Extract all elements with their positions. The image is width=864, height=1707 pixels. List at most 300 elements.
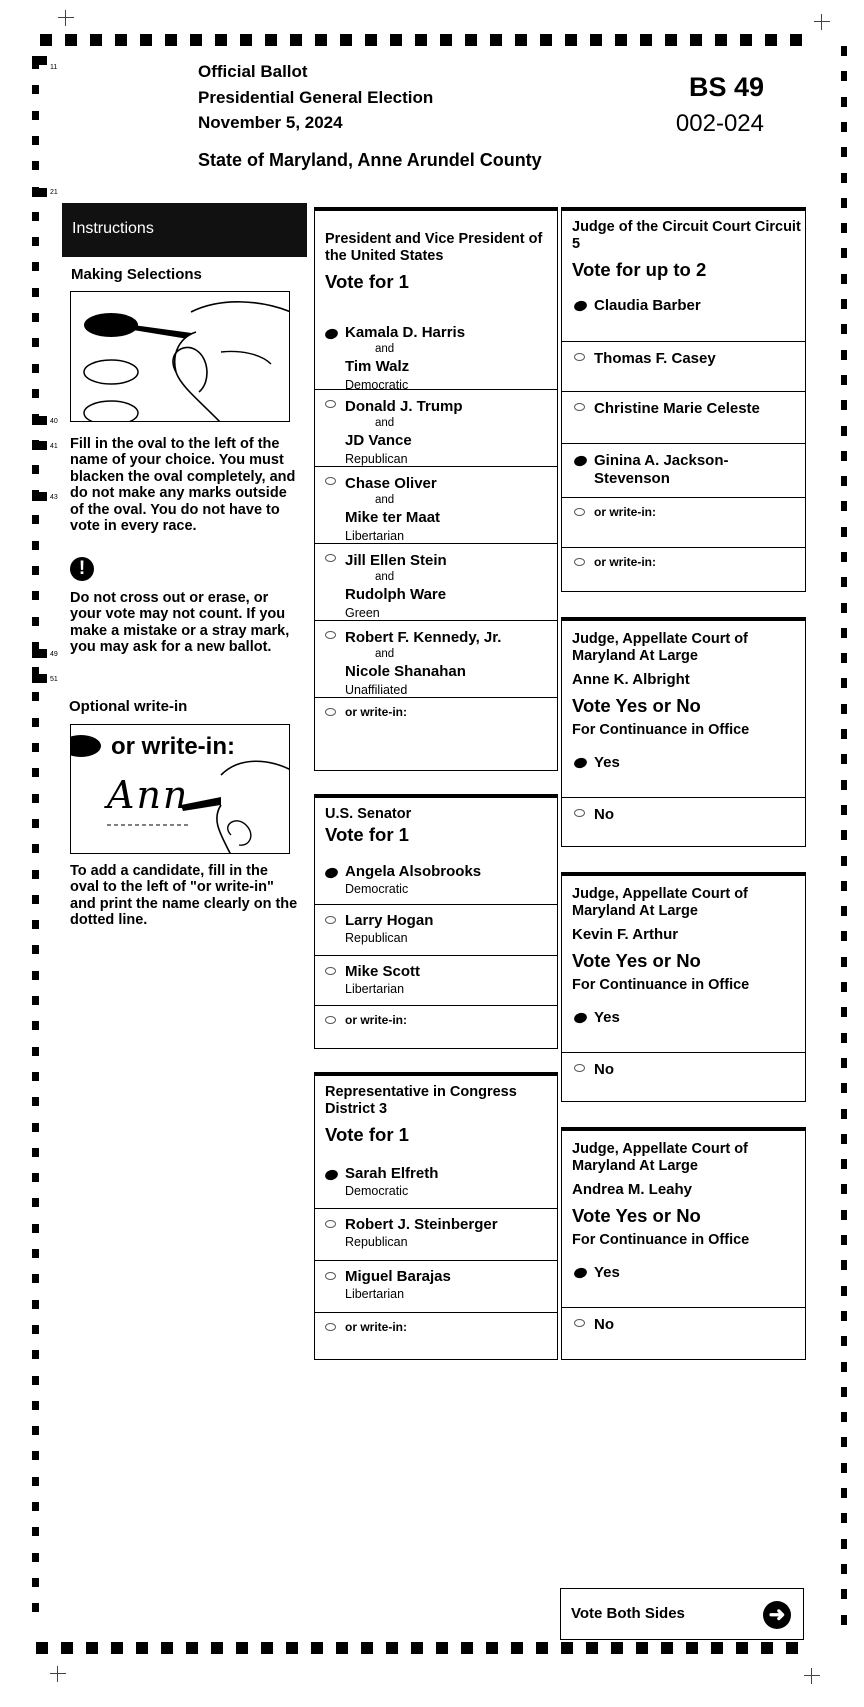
ballot-oval[interactable] (324, 866, 339, 880)
timing-mark (841, 274, 847, 284)
timing-mark (32, 212, 39, 221)
election-name: Presidential General Election (198, 88, 434, 107)
warning-instructions: Do not cross out or erase, or your vote may not count. If you make a mistake or a stray mark, you may ask for a new ballot. (70, 590, 290, 656)
timing-mark (640, 34, 652, 46)
timing-mark (841, 1589, 847, 1599)
running-mate-name: JD Vance (345, 432, 412, 449)
timing-mark (365, 34, 377, 46)
candidate-name: Angela Alsobrooks (345, 863, 482, 880)
timing-mark (32, 1097, 39, 1106)
judge-name: Anne K. Albright (572, 671, 690, 688)
timing-mark (711, 1642, 723, 1654)
timing-mark (361, 1642, 373, 1654)
writein-sample-handwriting: Ann (107, 773, 190, 817)
timing-mark-number: 51 (50, 676, 58, 683)
timing-mark (686, 1642, 698, 1654)
option-no[interactable] (562, 1052, 805, 1102)
yes-label: Yes (594, 754, 620, 771)
candidate-name: Miguel Barajas (345, 1268, 451, 1285)
timing-mark (32, 416, 47, 425)
timing-mark (161, 1642, 173, 1654)
option-elfreth[interactable] (315, 1158, 557, 1210)
option-celeste[interactable] (562, 391, 805, 443)
timing-mark (32, 1350, 39, 1359)
contest-title: Judge, Appellate Court of Maryland At Large (572, 631, 748, 664)
contest-title: U.S. Senator (325, 806, 412, 822)
ballot-oval[interactable] (574, 353, 585, 361)
timing-mark (32, 1274, 39, 1283)
timing-mark-number: 11 (50, 64, 58, 71)
making-selections-heading: Making Selections (71, 266, 202, 283)
writein-label: or write-in: (345, 1320, 407, 1334)
continuance-label: For Continuance in Office (572, 977, 750, 993)
timing-mark (841, 324, 847, 334)
timing-mark (615, 34, 627, 46)
timing-mark (841, 931, 847, 941)
party-label: Libertarian (345, 529, 405, 543)
ballot-oval[interactable] (325, 554, 336, 562)
timing-mark (841, 1488, 847, 1498)
writein-sample-label: or write-in: (111, 733, 235, 760)
contest-circuit-court (561, 207, 806, 592)
timing-mark (186, 1642, 198, 1654)
timing-mark (32, 692, 39, 701)
ballot-oval[interactable] (325, 1220, 336, 1228)
timing-mark (690, 34, 702, 46)
timing-mark (265, 34, 277, 46)
timing-mark (841, 1109, 847, 1119)
timing-mark (841, 426, 847, 436)
timing-mark (841, 1083, 847, 1093)
ballot-oval[interactable] (573, 1266, 588, 1280)
vote-for-label: Vote for 1 (325, 1124, 409, 1145)
timing-mark (841, 1007, 847, 1017)
timing-mark (761, 1642, 773, 1654)
timing-mark (486, 1642, 498, 1654)
timing-mark (841, 1437, 847, 1447)
option-steinberger[interactable] (315, 1208, 557, 1260)
vote-for-label: Vote for 1 (325, 824, 409, 845)
party-label: Libertarian (345, 982, 405, 996)
timing-mark (841, 1539, 847, 1549)
timing-mark (211, 1642, 223, 1654)
timing-mark (32, 920, 39, 929)
timing-mark (32, 945, 39, 954)
timing-mark (841, 830, 847, 840)
timing-mark (32, 288, 39, 297)
option-yes[interactable] (562, 1256, 805, 1308)
timing-mark (841, 906, 847, 916)
candidate-name: Robert F. Kennedy, Jr. (345, 629, 502, 646)
option-scott[interactable] (315, 955, 557, 1007)
party-label: Democratic (345, 882, 409, 896)
option-writein-1[interactable] (562, 497, 805, 547)
contest-us-senator (314, 794, 558, 1049)
contest-title: Judge, Appellate Court of Maryland At Large (572, 886, 748, 919)
timing-mark (611, 1642, 623, 1654)
timing-mark (340, 34, 352, 46)
registration-crosshair-icon (804, 1668, 820, 1684)
ballot-oval[interactable] (325, 477, 336, 485)
timing-mark (32, 1148, 39, 1157)
timing-mark (415, 34, 427, 46)
vote-both-sides-label: Vote Both Sides (571, 1605, 685, 1622)
ballot-oval[interactable] (574, 403, 585, 411)
timing-mark (32, 996, 39, 1005)
timing-mark-number: 21 (50, 189, 58, 196)
contest-appellate-leahy (561, 1127, 806, 1360)
option-casey[interactable] (562, 341, 805, 393)
candidate-name: Donald J. Trump (345, 398, 463, 415)
ballot-oval[interactable] (324, 1168, 339, 1182)
ballot-oval[interactable] (573, 1011, 588, 1025)
yes-label: Yes (594, 1009, 620, 1026)
timing-mark (290, 34, 302, 46)
timing-mark-number: 49 (50, 651, 58, 658)
and-label: and (375, 494, 395, 506)
timing-mark (841, 856, 847, 866)
candidate-name: Claudia Barber (594, 297, 701, 314)
timing-mark (841, 375, 847, 385)
ballot-oval[interactable] (573, 756, 588, 770)
timing-mark (32, 1224, 39, 1233)
timing-mark (32, 136, 39, 145)
option-alsobrooks[interactable] (315, 856, 557, 906)
party-label: Republican (345, 931, 408, 945)
candidate-name: Mike Scott (345, 963, 421, 980)
timing-mark (841, 881, 847, 891)
timing-mark (586, 1642, 598, 1654)
timing-mark (311, 1642, 323, 1654)
timing-mark (236, 1642, 248, 1654)
timing-mark-number: 41 (50, 443, 58, 450)
option-writein[interactable] (315, 1005, 557, 1049)
timing-mark (32, 1603, 39, 1612)
timing-mark (32, 541, 39, 550)
candidate-name: Christine Marie Celeste (594, 400, 760, 417)
timing-mark (841, 1311, 847, 1321)
timing-mark (32, 492, 47, 501)
party-label: Unaffiliated (345, 683, 408, 697)
timing-mark (661, 1642, 673, 1654)
timing-mark (411, 1642, 423, 1654)
ballot-oval[interactable] (325, 1323, 336, 1331)
timing-mark (32, 1249, 39, 1258)
option-writein[interactable] (315, 697, 557, 771)
contest-title: Judge of the Circuit Court Circuit 5 (572, 219, 801, 252)
timing-mark (32, 870, 39, 879)
timing-mark (841, 729, 847, 739)
contest-president (314, 207, 558, 771)
ballot-oval[interactable] (325, 1272, 336, 1280)
timing-mark (841, 805, 847, 815)
timing-mark (515, 34, 527, 46)
timing-mark (841, 527, 847, 537)
registration-crosshair-icon (50, 1666, 66, 1682)
option-barber[interactable] (562, 289, 805, 341)
judge-name: Andrea M. Leahy (572, 1181, 693, 1198)
timing-mark (32, 566, 39, 575)
timing-mark (841, 299, 847, 309)
ballot-oval[interactable] (574, 558, 585, 566)
writein-label: or write-in: (594, 555, 656, 569)
option-trump-vance[interactable] (315, 389, 557, 467)
party-label: Libertarian (345, 1287, 405, 1301)
timing-mark (841, 1286, 847, 1296)
timing-mark (841, 198, 847, 208)
timing-mark (465, 34, 477, 46)
running-mate-name: Nicole Shanahan (345, 663, 466, 680)
ballot-oval[interactable] (325, 916, 336, 924)
timing-mark (32, 56, 47, 65)
timing-mark (32, 313, 39, 322)
timing-mark (32, 338, 39, 347)
timing-mark (32, 971, 39, 980)
ballot-oval[interactable] (574, 508, 585, 516)
warning-icon: ! (70, 557, 94, 581)
timing-mark (32, 1325, 39, 1334)
writein-label: or write-in: (345, 705, 407, 719)
party-label: Green (345, 606, 380, 620)
timing-mark (32, 1553, 39, 1562)
timing-mark (32, 85, 39, 94)
timing-mark (32, 237, 39, 246)
option-harris-walz[interactable] (315, 316, 557, 396)
timing-mark (32, 743, 39, 752)
timing-mark-number: 43 (50, 494, 58, 501)
timing-mark (841, 577, 847, 587)
vote-for-label: Vote for up to 2 (572, 259, 707, 280)
fill-instructions: Fill in the oval to the left of the name of your choice. You must blacken the oval completely, and do not make any marks outside of the oval. You do not have to vote in every race. (70, 436, 296, 535)
timing-mark (436, 1642, 448, 1654)
option-kennedy-shanahan[interactable] (315, 620, 557, 697)
timing-mark (111, 1642, 123, 1654)
ballot-oval[interactable] (574, 1319, 585, 1327)
timing-mark (32, 1401, 39, 1410)
timing-mark (32, 111, 39, 120)
fill-oval-illustration (70, 291, 290, 422)
timing-mark (315, 34, 327, 46)
timing-mark (636, 1642, 648, 1654)
timing-mark (841, 147, 847, 157)
optional-writein-heading: Optional write-in (69, 698, 188, 715)
timing-mark (440, 34, 452, 46)
jurisdiction: State of Maryland, Anne Arundel County (198, 150, 542, 170)
ballot-oval[interactable] (573, 454, 588, 468)
vote-both-sides-box (560, 1588, 804, 1640)
timing-mark (841, 501, 847, 511)
timing-mark (536, 1642, 548, 1654)
party-label: Democratic (345, 1184, 409, 1198)
timing-mark (841, 982, 847, 992)
timing-mark (32, 591, 39, 600)
option-yes[interactable] (562, 1001, 805, 1053)
option-writein-2[interactable] (562, 547, 805, 592)
timing-mark (215, 34, 227, 46)
and-label: and (375, 571, 395, 583)
timing-mark (790, 34, 802, 46)
party-label: Democratic (345, 378, 409, 392)
timing-mark (32, 768, 39, 777)
option-yes[interactable] (562, 746, 805, 798)
timing-mark (736, 1642, 748, 1654)
timing-mark (336, 1642, 348, 1654)
timing-mark (32, 364, 39, 373)
timing-mark (786, 1642, 798, 1654)
timing-mark (841, 451, 847, 461)
timing-mark (136, 1642, 148, 1654)
timing-mark (32, 1021, 39, 1030)
timing-mark-number: 40 (50, 418, 58, 425)
timing-mark (841, 1336, 847, 1346)
timing-mark (511, 1642, 523, 1654)
timing-mark (841, 71, 847, 81)
timing-mark (740, 34, 752, 46)
ballot-oval[interactable] (325, 400, 336, 408)
timing-mark (841, 1260, 847, 1270)
timing-mark (665, 34, 677, 46)
timing-mark (841, 1159, 847, 1169)
timing-mark (32, 161, 39, 170)
timing-mark (32, 1376, 39, 1385)
option-no[interactable] (562, 797, 805, 847)
candidate-name: Robert J. Steinberger (345, 1216, 498, 1233)
ballot-oval[interactable] (325, 631, 336, 639)
timing-mark (841, 1235, 847, 1245)
timing-mark (841, 1058, 847, 1068)
timing-mark (841, 653, 847, 663)
timing-mark (32, 718, 39, 727)
contest-congress (314, 1072, 558, 1360)
option-oliver-ter-maat[interactable] (315, 466, 557, 544)
timing-mark (32, 794, 39, 803)
timing-mark (32, 1451, 39, 1460)
timing-mark (841, 678, 847, 688)
arrow-right-circle-icon: ➜ (763, 1601, 791, 1629)
ballot-style-code: BS 49 (688, 72, 764, 102)
timing-mark (40, 34, 52, 46)
candidate-name: Kamala D. Harris (345, 324, 466, 341)
yes-label: Yes (594, 1264, 620, 1281)
and-label: and (375, 343, 395, 355)
timing-mark (36, 1642, 48, 1654)
ballot-oval[interactable] (325, 1016, 336, 1024)
timing-mark (190, 34, 202, 46)
option-jackson-stevenson[interactable] (562, 443, 805, 499)
timing-mark (32, 895, 39, 904)
instructions-header: Instructions (62, 203, 307, 257)
timing-mark (390, 34, 402, 46)
contest-title: President and Vice President of the United States (325, 231, 543, 264)
timing-mark (32, 819, 39, 828)
timing-mark (32, 1477, 39, 1486)
timing-mark (115, 34, 127, 46)
timing-mark (140, 34, 152, 46)
writein-label: or write-in: (345, 1013, 407, 1027)
timing-mark (32, 465, 39, 474)
contest-appellate-albright (561, 617, 806, 847)
timing-mark (386, 1642, 398, 1654)
ballot-oval[interactable] (324, 327, 339, 341)
timing-mark (240, 34, 252, 46)
timing-mark (561, 1642, 573, 1654)
registration-crosshair-icon (58, 10, 74, 26)
timing-mark (32, 674, 47, 683)
option-barajas[interactable] (315, 1260, 557, 1312)
no-label: No (594, 1316, 614, 1333)
ballot-title: Official Ballot (198, 62, 308, 81)
timing-mark (841, 476, 847, 486)
running-mate-name: Tim Walz (345, 358, 410, 375)
timing-mark (841, 1134, 847, 1144)
timing-mark (490, 34, 502, 46)
timing-mark (32, 1173, 39, 1182)
timing-mark (841, 628, 847, 638)
timing-mark (32, 515, 39, 524)
option-writein[interactable] (315, 1312, 557, 1360)
timing-mark (61, 1642, 73, 1654)
timing-mark (841, 1362, 847, 1372)
timing-mark (32, 1198, 39, 1207)
timing-mark (841, 552, 847, 562)
timing-mark (32, 844, 39, 853)
precinct-code: 002-024 (675, 110, 764, 137)
timing-mark (841, 173, 847, 183)
election-date: November 5, 2024 (198, 113, 343, 132)
ballot-oval[interactable] (325, 708, 336, 716)
vote-for-label: Vote for 1 (325, 271, 409, 292)
writein-instructions: To add a candidate, fill in the oval to the left of "or write-in" and print the name clearly on the dotted line. (70, 863, 298, 929)
timing-mark (841, 350, 847, 360)
vote-line: Vote Yes or No (572, 695, 701, 716)
contest-title: Judge, Appellate Court of Maryland At Large (572, 1141, 748, 1174)
timing-mark (32, 1527, 39, 1536)
candidate-name: Sarah Elfreth (345, 1165, 439, 1182)
no-label: No (594, 1061, 614, 1078)
timing-mark (32, 389, 39, 398)
timing-mark (261, 1642, 273, 1654)
contest-title: Representative in Congress District 3 (325, 1084, 517, 1117)
timing-mark (715, 34, 727, 46)
timing-mark (841, 1564, 847, 1574)
timing-mark (841, 1387, 847, 1397)
writein-illustration (70, 724, 290, 854)
ballot-oval[interactable] (574, 1064, 585, 1072)
ballot-oval[interactable] (325, 967, 336, 975)
candidate-name: Larry Hogan (345, 912, 434, 929)
timing-mark (841, 248, 847, 258)
option-stein-ware[interactable] (315, 543, 557, 620)
timing-mark (32, 1047, 39, 1056)
ballot-oval[interactable] (573, 299, 588, 313)
timing-mark (841, 1513, 847, 1523)
candidate-name: Thomas F. Casey (594, 350, 716, 367)
continuance-label: For Continuance in Office (572, 1232, 750, 1248)
timing-mark (841, 957, 847, 967)
candidate-name: Chase Oliver (345, 475, 437, 492)
timing-mark (765, 34, 777, 46)
and-label: and (375, 648, 395, 660)
timing-mark (65, 34, 77, 46)
timing-mark (32, 1300, 39, 1309)
option-hogan[interactable] (315, 904, 557, 956)
option-no[interactable] (562, 1307, 805, 1360)
timing-mark (32, 1072, 39, 1081)
timing-mark (590, 34, 602, 46)
running-mate-name: Mike ter Maat (345, 509, 441, 526)
ballot-oval[interactable] (574, 809, 585, 817)
timing-mark (841, 46, 847, 56)
